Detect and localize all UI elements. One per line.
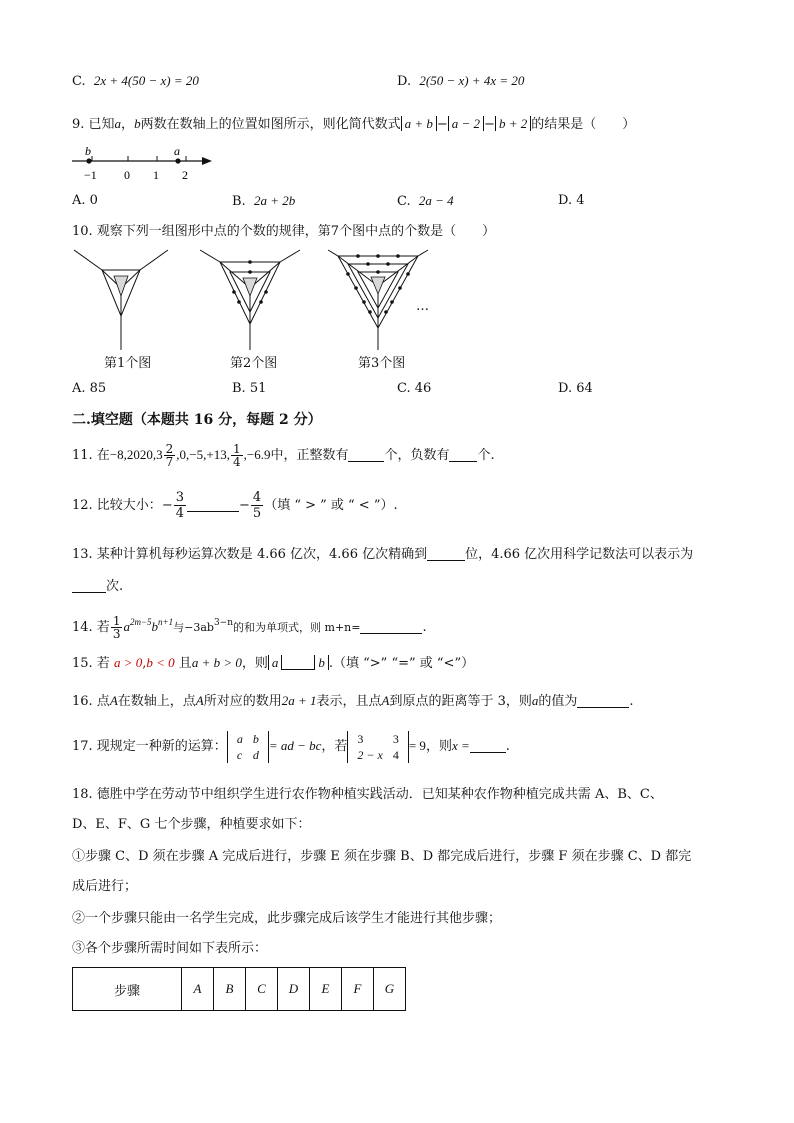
- q10-figure-1: [72, 248, 172, 352]
- fraction: [111, 615, 123, 640]
- point-b-label: b: [85, 144, 91, 158]
- denominator: 4: [232, 455, 241, 469]
- q18-line6: ③各个步骤所需时间如下表所示：: [72, 941, 268, 956]
- option-expr: 2x + 4(50 − x) = 20: [93, 73, 199, 88]
- section-heading: 二.填空题（本题共 16 分，每题 2 分）: [72, 412, 322, 428]
- q18-line3: ①步骤 C、D 须在步骤 A 完成后进行，步骤 E 须在步骤 B、D 都完成后进行，步骤 F 须在步骤 C、D 都完: [72, 849, 692, 864]
- answer-blank[interactable]: [470, 738, 506, 753]
- stem-text: 且: [178, 656, 192, 671]
- denominator: 7: [165, 455, 174, 469]
- abs-expr: a + b: [401, 116, 437, 131]
- matrix-cell: a: [236, 731, 243, 746]
- dot: [346, 272, 350, 276]
- q18-line2: D、E、F、G 七个步骤，种植要求如下：: [72, 817, 311, 832]
- q10-option-d: D. 64: [558, 381, 593, 396]
- matrix-cell: 2 − x: [357, 747, 383, 762]
- dot: [376, 270, 380, 274]
- answer-blank[interactable]: [348, 447, 384, 462]
- dot: [248, 260, 252, 264]
- branch-line: [328, 250, 338, 256]
- dot: [264, 290, 268, 294]
- q10-stem: 10. 观察下列一组图形中点的个数的规律，第7个图中点的个数是（ ）: [72, 224, 496, 239]
- dot: [390, 300, 394, 304]
- exponent: n+1: [158, 617, 174, 627]
- arrow-head: [202, 157, 212, 165]
- var-b: b: [134, 116, 141, 131]
- q9-option-a: [72, 192, 98, 210]
- stem-text: 17. 现规定一种新的运算：: [72, 739, 227, 754]
- table-header-cell: C: [246, 968, 278, 1011]
- q9-option-b: [232, 192, 295, 211]
- stem-text: 的值为: [538, 694, 578, 709]
- q8-option-c: [72, 72, 199, 91]
- tick-label: 1: [153, 168, 159, 182]
- matrix-cell: d: [252, 747, 259, 762]
- operator: −: [239, 498, 250, 513]
- answer-blank[interactable]: [427, 546, 465, 561]
- matrix-cell: c: [236, 747, 243, 762]
- q9-option-c: [397, 192, 454, 211]
- q17: [72, 726, 510, 767]
- option-label: C.: [72, 74, 86, 89]
- q10-caption-3: 第3个图: [358, 356, 406, 371]
- option-label: A. 0: [72, 193, 98, 208]
- table-header-cell: A: [182, 968, 214, 1011]
- stem-text: ，若: [321, 739, 348, 754]
- table-row: [73, 968, 406, 1011]
- definition-expr: = ad − bc: [268, 738, 322, 753]
- stem-text: .（填 “>” “=” 或 “<”）: [328, 656, 475, 671]
- numerator: 4: [252, 490, 262, 505]
- condition: a + b > 0: [191, 655, 242, 670]
- stem-text: 两数在数轴上的位置如图所示，则化简代数式: [140, 117, 401, 132]
- q10-caption-1: 第1个图: [104, 356, 152, 371]
- table-header-cell: E: [310, 968, 342, 1011]
- stem-text: 在数轴上，点: [117, 694, 196, 709]
- q10-option-a: A. 85: [72, 381, 107, 396]
- stem-text: 个，负数有: [384, 448, 450, 463]
- stem-text: 13. 某种计算机每秒运算次数是 4.66 亿次，4.66 亿次精确到: [72, 547, 428, 562]
- q12: [72, 490, 398, 522]
- point-a-dot: [175, 158, 180, 163]
- stem-text: 14. 若: [72, 620, 110, 635]
- table-header-cell: D: [278, 968, 310, 1011]
- equation-expr: = 9: [408, 738, 426, 753]
- numerator: 1: [232, 442, 241, 456]
- determinant-definition: [227, 731, 269, 763]
- point-label: A: [381, 693, 390, 708]
- option-label: D. 4: [558, 193, 585, 208]
- stem-text: 次.: [106, 579, 124, 594]
- tick-label: 0: [124, 168, 130, 182]
- answer-blank[interactable]: [282, 655, 314, 670]
- q18-line5: ②一个步骤只能由一名学生完成，此步骤完成后该学生才能进行其他步骤；: [72, 911, 502, 926]
- q18-line1: 18. 德胜中学在劳动节中组织学生进行农作物种植实践活动．已知某种农作物种植完成共需 A、B、C、: [72, 787, 663, 802]
- q10-option-c: C. 46: [397, 381, 432, 396]
- numerator: 3: [175, 490, 184, 505]
- option-label: C.: [397, 194, 411, 209]
- branch-line: [280, 250, 300, 262]
- option-label: D.: [397, 74, 412, 89]
- dot: [232, 290, 236, 294]
- point-a-label: a: [174, 144, 180, 158]
- stem-text: （填 “ > ” 或 “ < ”）.: [264, 498, 398, 513]
- dot: [384, 310, 388, 314]
- q10-caption-2: 第2个图: [230, 356, 278, 371]
- abs-expr: b: [314, 655, 329, 670]
- determinant-given: [347, 731, 408, 763]
- var-a: a: [123, 619, 130, 634]
- stem-text: 9. 已知: [72, 117, 115, 132]
- abs-expr: b + 2: [495, 116, 531, 131]
- dot: [406, 272, 410, 276]
- q9-stem: [72, 115, 635, 134]
- stem-text: 位，4.66 亿次用科学记数法可以表示为: [465, 547, 694, 562]
- q10-figure-2: [198, 248, 302, 352]
- triangle-inner: [371, 277, 385, 294]
- stem-text: ，则: [425, 739, 452, 754]
- operator: −: [161, 498, 173, 513]
- number-list: ,−6.9: [243, 447, 271, 462]
- option-expr: 2a + 2b: [253, 193, 296, 208]
- fraction: [231, 443, 243, 468]
- stem-text: 与−3ab: [173, 621, 214, 634]
- q14: [72, 607, 427, 643]
- dot: [396, 254, 400, 258]
- var-b: b: [151, 619, 159, 634]
- tick-label: 2: [182, 168, 188, 182]
- numerator: 1: [112, 614, 121, 628]
- var-x: x =: [451, 738, 470, 753]
- q13-line1: [72, 546, 693, 564]
- table-header-cell: B: [214, 968, 246, 1011]
- dot: [237, 300, 241, 304]
- branch-line: [140, 250, 168, 270]
- stem-text: 15. 若: [72, 656, 110, 671]
- matrix-cell: b: [252, 731, 259, 746]
- denominator: 5: [252, 506, 262, 521]
- stem-text: 到原点的距离等于 3，则: [389, 694, 532, 709]
- dot: [354, 286, 358, 290]
- answer-blank[interactable]: [72, 578, 106, 593]
- dot: [248, 270, 252, 274]
- dot: [376, 254, 380, 258]
- answer-blank[interactable]: [449, 447, 477, 462]
- stem-text: 16. 点: [72, 694, 110, 709]
- matrix-cell: 3: [392, 731, 399, 746]
- stem-text: .: [505, 739, 510, 754]
- dot: [368, 310, 372, 314]
- tick-label: −1: [84, 168, 97, 182]
- abs-expr: a: [268, 655, 283, 670]
- triangle-inner: [114, 276, 128, 296]
- dot: [356, 254, 360, 258]
- q10-ellipsis: …: [416, 299, 429, 314]
- number-list: −8,2020,3: [109, 447, 163, 462]
- dot: [386, 262, 390, 266]
- numerator: 2: [165, 442, 174, 456]
- separator: ,: [142, 656, 147, 671]
- q9-option-d: [558, 192, 585, 210]
- steps-table: [72, 967, 406, 1011]
- denominator: 3: [112, 627, 121, 641]
- table-header-cell: G: [374, 968, 406, 1011]
- condition: a > 0: [113, 655, 143, 670]
- stem-text: .: [629, 694, 634, 709]
- q15: [72, 654, 474, 673]
- number-list: ,0,−5,+13,: [176, 447, 230, 462]
- stem-text: 所对应的数用: [203, 694, 282, 709]
- stem-text: 的和为单项式，则 m+n=: [233, 621, 361, 634]
- option-expr: 2a − 4: [418, 193, 454, 208]
- stem-text: ，: [121, 117, 135, 132]
- q18-line4: 成后进行；: [72, 879, 138, 894]
- dot: [362, 300, 366, 304]
- expression: 2a + 1: [281, 693, 317, 708]
- fraction: [251, 490, 263, 521]
- q11: [72, 441, 495, 470]
- option-expr: 2(50 − x) + 4x = 20: [419, 73, 525, 88]
- stem-text: 12. 比较大小：: [72, 498, 162, 513]
- q13-line2: [72, 578, 123, 596]
- operator: −: [436, 117, 448, 132]
- fraction: [174, 490, 186, 521]
- matrix-cell: 4: [392, 747, 399, 762]
- stem-text: 11. 在: [72, 448, 110, 463]
- answer-blank[interactable]: [360, 619, 422, 634]
- point-label: A: [109, 693, 118, 708]
- exponent: 2m−5: [129, 617, 152, 627]
- q9-number-line: [68, 143, 218, 185]
- answer-blank[interactable]: [187, 497, 239, 512]
- stem-text: 表示，且点: [316, 694, 382, 709]
- dot: [366, 262, 370, 266]
- stem-text: .: [422, 620, 427, 635]
- var-a: a: [114, 116, 122, 131]
- fraction: [164, 443, 176, 468]
- stem-text: 的结果是（ ）: [531, 117, 636, 132]
- branch-line: [74, 250, 102, 270]
- q10-option-b: B. 51: [232, 381, 267, 396]
- point-b-dot: [86, 158, 91, 163]
- abs-expr: a − 2: [448, 116, 484, 131]
- branch-line: [418, 250, 428, 256]
- q10-figure-3: [326, 248, 430, 352]
- condition: b < 0: [146, 655, 175, 670]
- triangle-inner: [243, 278, 257, 296]
- table-header-cell: 步骤: [73, 968, 182, 1011]
- point-label: A: [195, 693, 204, 708]
- exponent: 3−n: [213, 618, 234, 628]
- q8-option-d: [397, 72, 524, 91]
- denominator: 4: [175, 506, 184, 521]
- answer-blank[interactable]: [577, 693, 629, 708]
- dot: [398, 286, 402, 290]
- q16: [72, 692, 634, 711]
- dot: [259, 300, 263, 304]
- matrix-cell: 3: [357, 731, 364, 746]
- var-a: a: [531, 693, 539, 708]
- operator: −: [484, 117, 495, 132]
- stem-text: 个.: [477, 448, 495, 463]
- stem-text: ，则: [241, 656, 268, 671]
- stem-text: 中，正整数有: [270, 448, 349, 463]
- table-header-cell: F: [342, 968, 374, 1011]
- branch-line: [200, 250, 220, 262]
- option-label: B.: [232, 194, 246, 209]
